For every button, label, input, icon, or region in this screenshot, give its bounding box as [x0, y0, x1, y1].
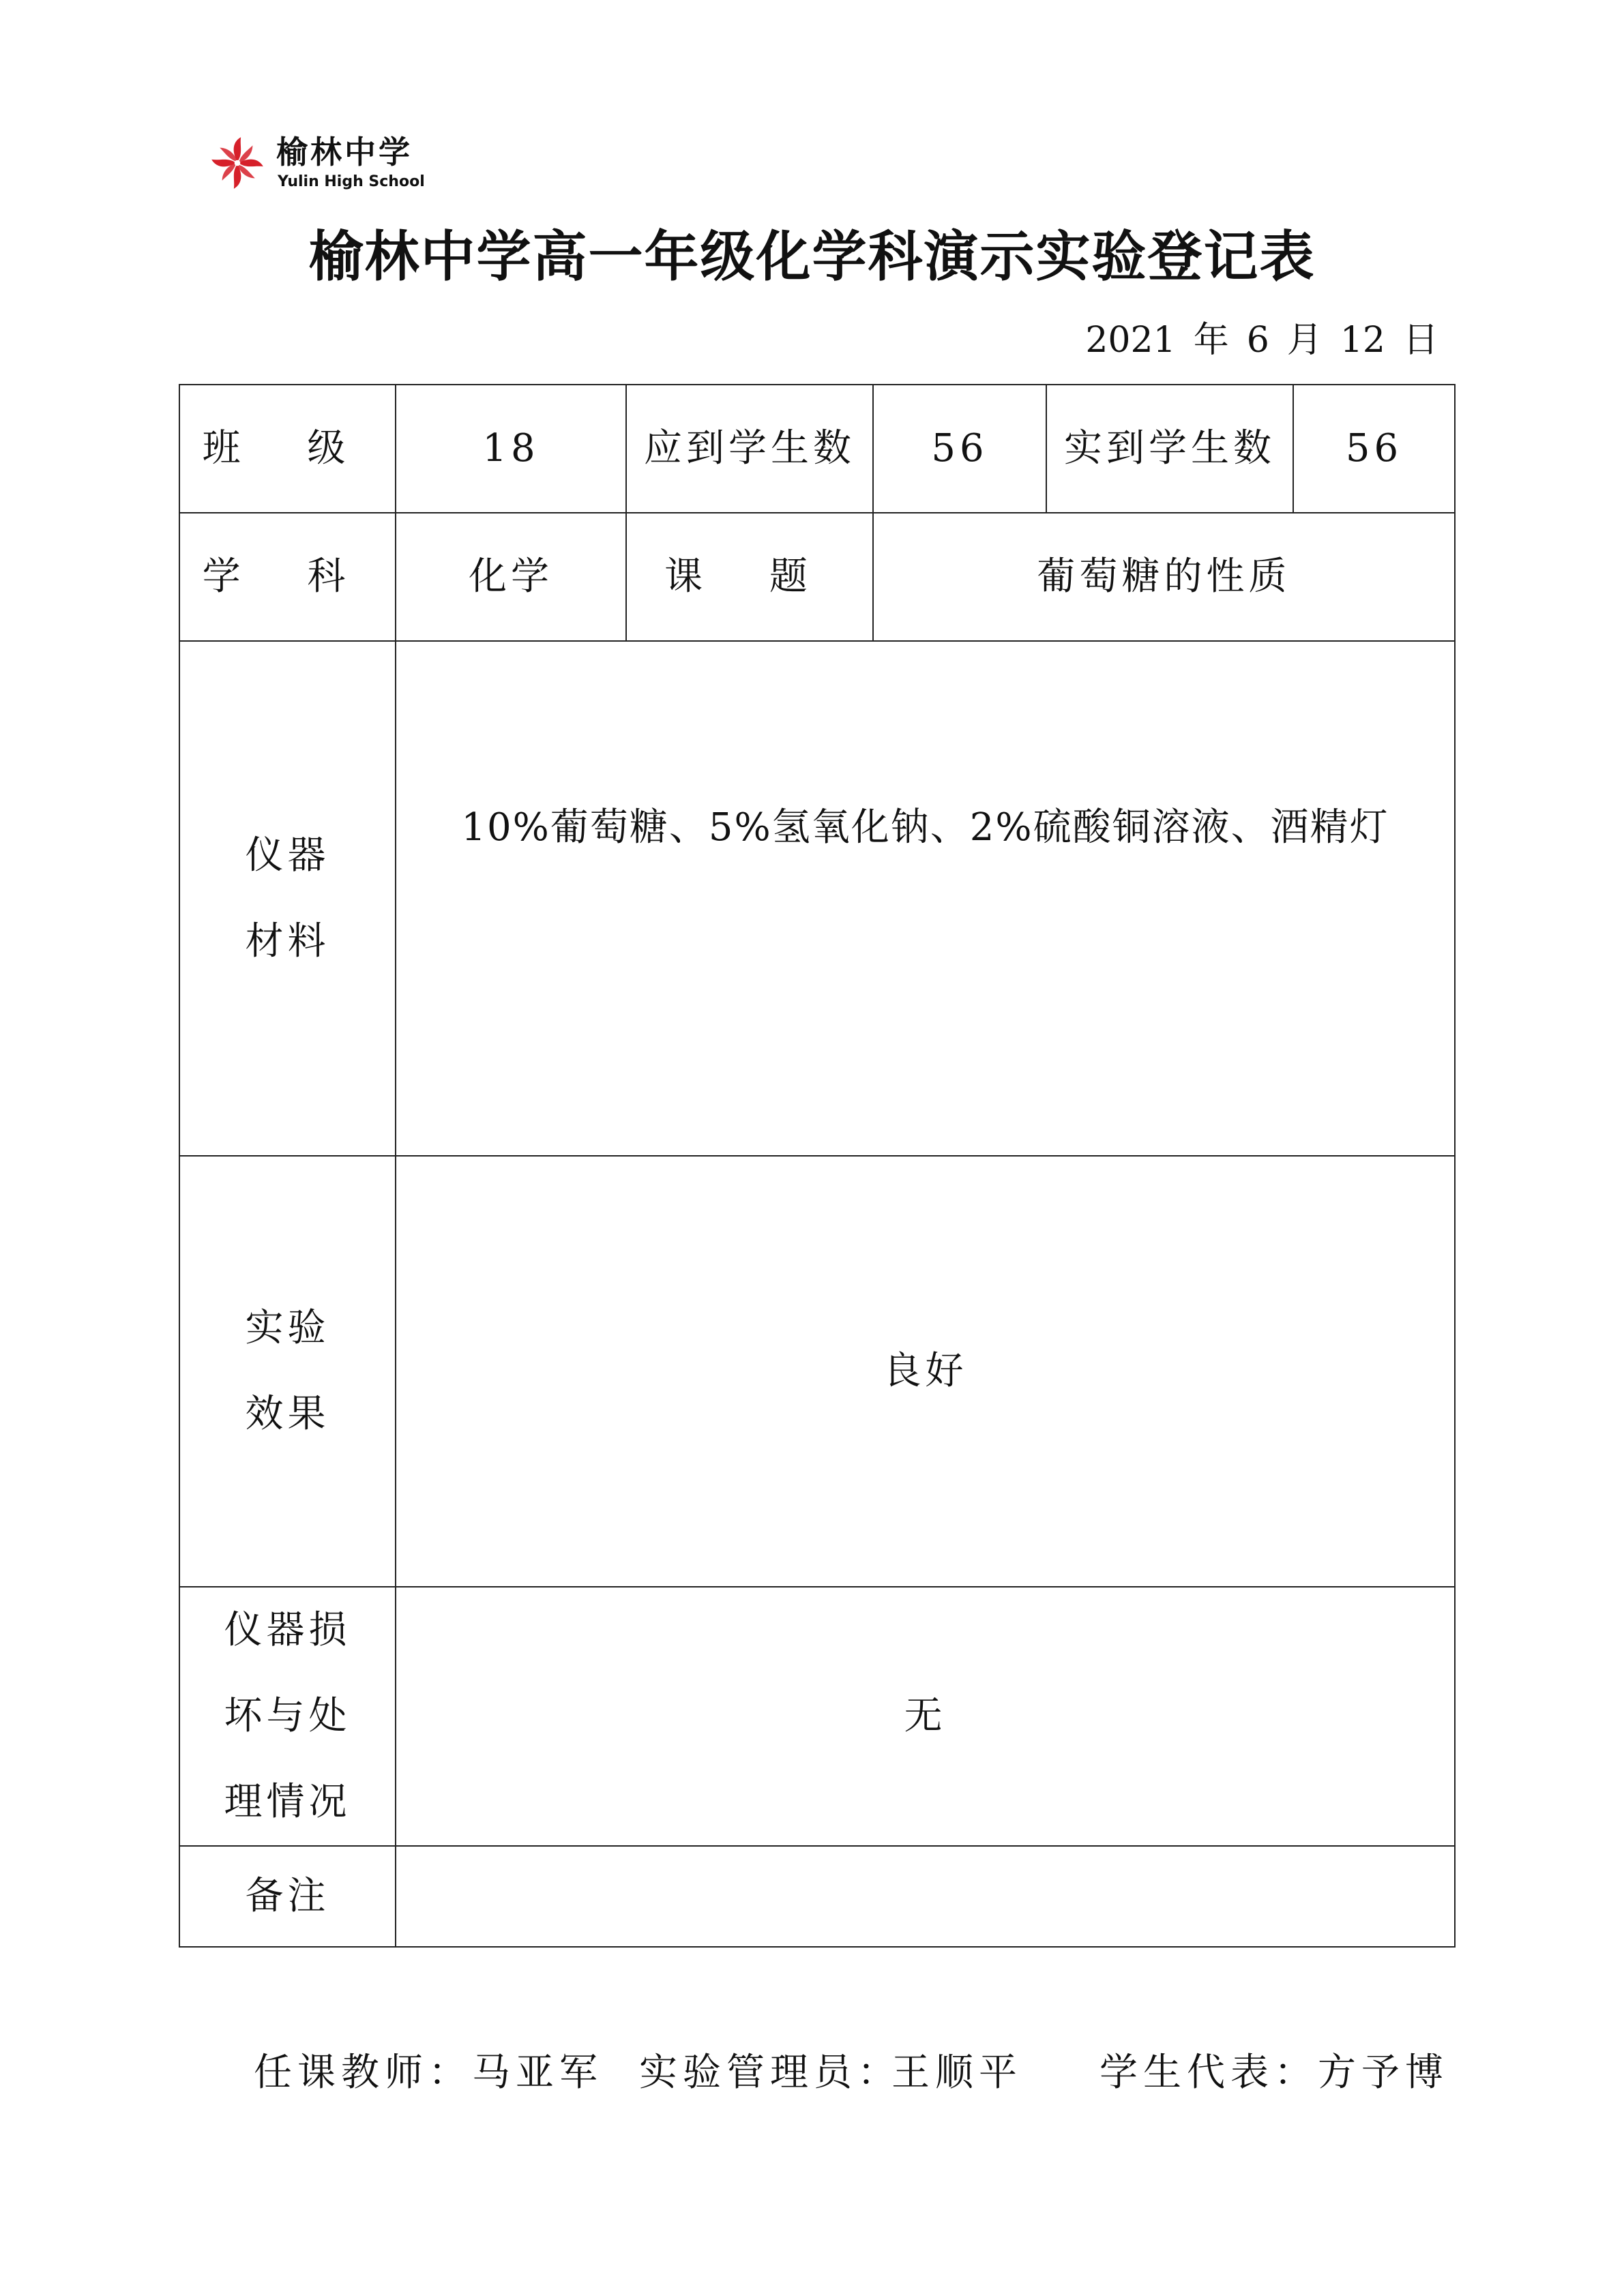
lab-admin-label: 实验管理员：	[639, 2051, 901, 2095]
lab-admin-name: 王顺平	[891, 2051, 1022, 2095]
date-year-unit: 年	[1193, 320, 1229, 361]
table-row	[179, 513, 1455, 641]
teacher-signature: 任课教师：马亚军	[254, 2051, 603, 2095]
notes-value	[396, 1846, 1455, 1947]
damage-label	[179, 1587, 396, 1846]
effect-label-line: 效果	[245, 1392, 330, 1436]
table-row	[179, 385, 1455, 513]
date-year: 2021	[1085, 320, 1176, 361]
date-day: 12	[1340, 320, 1385, 361]
materials-label-line: 仪器	[245, 833, 330, 878]
subject-value: 化学	[396, 513, 626, 641]
subject-label: 学 科	[179, 513, 396, 641]
effect-label-line: 实验	[245, 1306, 330, 1350]
logo-icon	[208, 134, 267, 192]
damage-label-line: 坏与处	[224, 1694, 351, 1738]
class-value: 18	[396, 385, 626, 513]
date-day-unit: 日	[1402, 320, 1438, 361]
effect-label	[179, 1156, 396, 1587]
experiment-register-table	[179, 384, 1456, 1948]
class-label: 班 级	[179, 385, 396, 513]
table-row	[179, 1846, 1455, 1947]
damage-label-line: 仪器损	[224, 1608, 351, 1652]
topic-value: 葡萄糖的性质	[873, 513, 1455, 641]
expected-students-label: 应到学生数	[626, 385, 873, 513]
date-month: 6	[1246, 320, 1269, 361]
school-logo	[208, 134, 440, 195]
logo-chinese-text: 榆林中学	[276, 134, 413, 170]
damage-label-line: 理情况	[224, 1780, 351, 1824]
student-rep-signature: 学生代表：方予博	[1099, 2051, 1449, 2095]
table-row	[179, 1587, 1455, 1846]
form-date	[1085, 316, 1438, 364]
logo-english-text: Yulin High School	[278, 173, 425, 190]
materials-label	[179, 641, 396, 1156]
notes-label: 备注	[179, 1846, 396, 1947]
materials-label-line: 材料	[245, 919, 330, 964]
topic-label: 课 题	[626, 513, 873, 641]
actual-students-value: 56	[1293, 385, 1455, 513]
effect-value: 良好	[396, 1156, 1455, 1587]
actual-students-label: 实到学生数	[1046, 385, 1293, 513]
date-month-unit: 月	[1286, 320, 1323, 361]
page-title: 榆林中学高一年级化学科演示实验登记表	[308, 225, 1316, 288]
materials-value: 10%葡萄糖、5%氢氧化钠、2%硫酸铜溶液、酒精灯	[396, 641, 1455, 1156]
expected-students-value: 56	[873, 385, 1046, 513]
table-row	[179, 1156, 1455, 1587]
damage-value: 无	[396, 1587, 1455, 1846]
table-row	[179, 641, 1455, 1156]
